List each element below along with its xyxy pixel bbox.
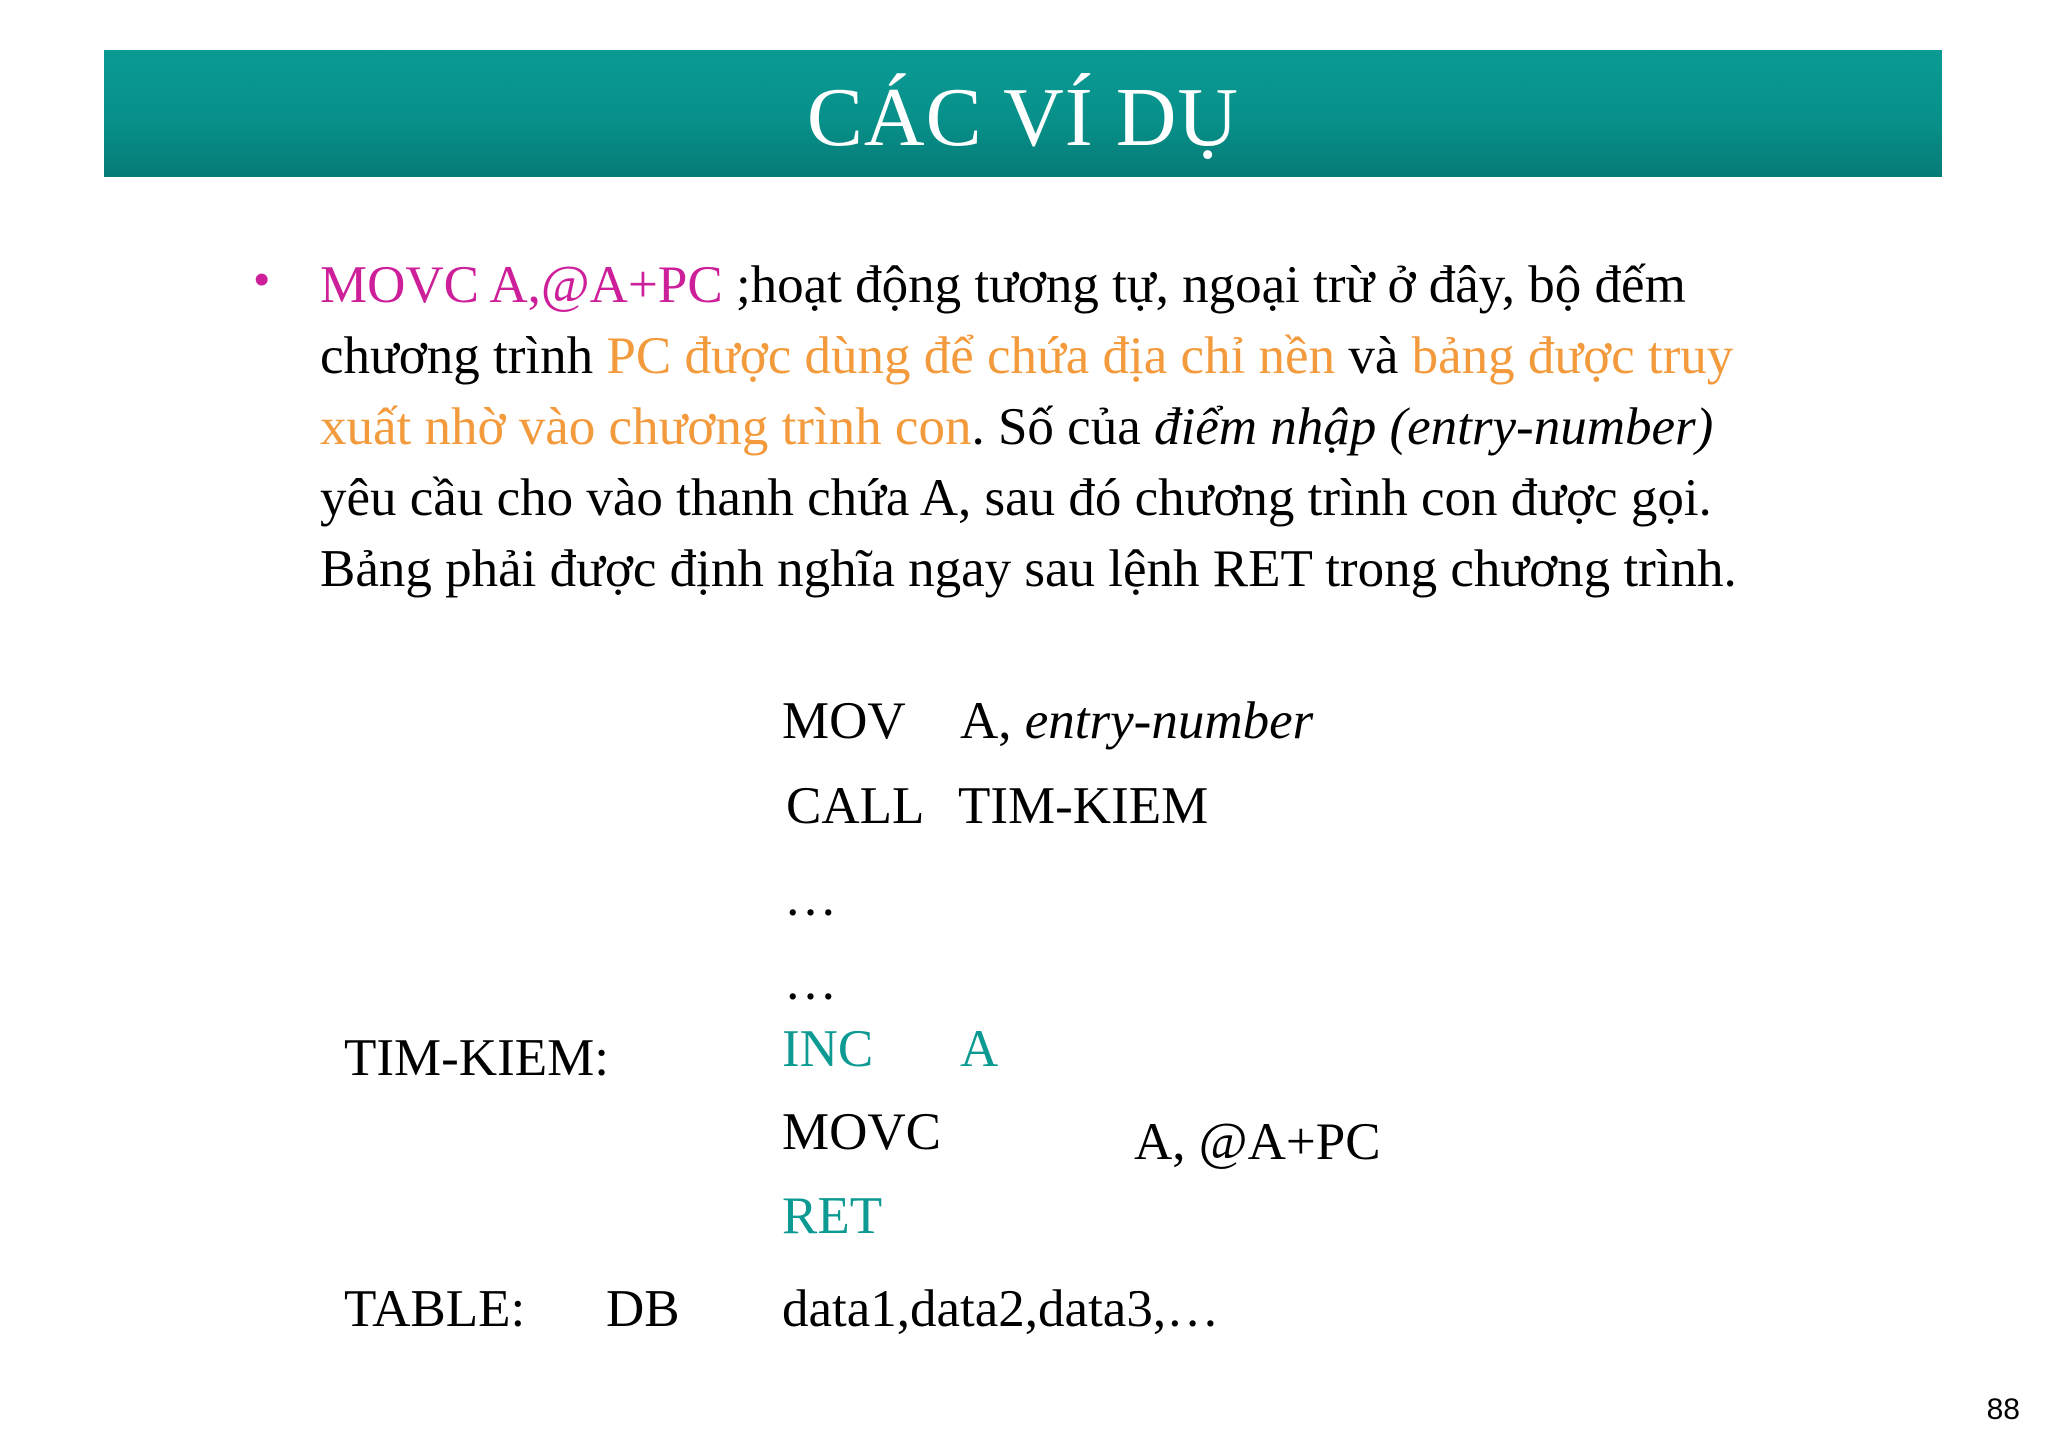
table-highlight: bảng được truy xuất nhờ vào chương trình con [320,327,1734,456]
slide-title: CÁC VÍ DỤ [806,70,1240,164]
code-db-args: data1,data2,data3,… [782,1280,1220,1338]
code-ellipsis-1: … [784,869,837,927]
pc-highlight: PC được dùng để chứa địa chỉ nền [606,327,1336,385]
code-mov-arg [960,692,1314,750]
code-movc-op: MOVC [782,1103,942,1161]
code-call-op: CALL [786,777,925,835]
paragraph-text-3: . Số của [971,398,1154,456]
code-ret-op: RET [782,1187,883,1245]
instruction-highlight: MOVC A,@A+PC [320,256,723,314]
code-db-op: DB [606,1280,680,1338]
paragraph-text-1: ;hoạt động tương tự, ngoại trừ ở đây, bộ đếm chương trình [320,256,1686,385]
code-mov-arg-italic: entry-number [1024,692,1314,750]
code-mov-op: MOV [782,692,906,750]
code-call-arg: TIM-KIEM [958,777,1209,835]
code-movc-arg: A, @A+PC [1134,1113,1381,1171]
code-mov-arg-plain: A, [960,692,1025,750]
code-label-table: TABLE: [344,1280,526,1338]
page-number: 88 [1986,1393,2020,1426]
code-ellipsis-2: … [784,953,837,1011]
code-label-timkiem: TIM-KIEM: [344,1029,609,1087]
title-bar [104,50,1942,177]
entry-point-italic: điểm nhập (entry-number) [1153,398,1714,456]
bullet-marker: • [254,255,270,304]
code-inc-op: INC [782,1020,874,1078]
paragraph-text-4: yêu cầu cho vào thanh chứa A, sau đó chương trình con được gọi. Bảng phải được định nghĩa ngay sau lệnh RET trong chương trình. [320,469,1737,598]
code-inc-arg: A [960,1020,999,1078]
paragraph-text-2: và [1335,327,1412,385]
bullet-paragraph [320,250,1800,605]
